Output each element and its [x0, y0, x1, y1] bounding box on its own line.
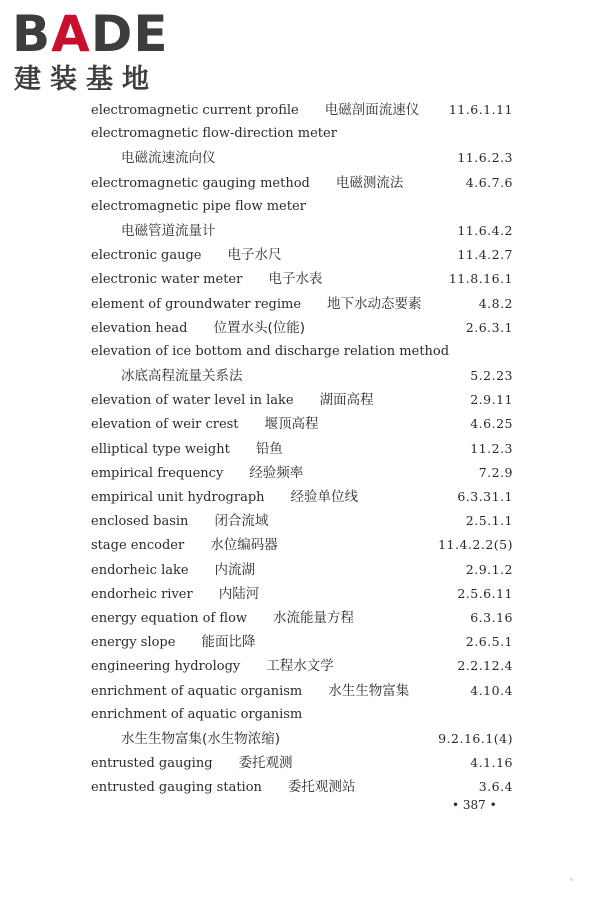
entry-chinese-term: 水位编码器	[210, 537, 278, 554]
entry-section-number: 7.2.9	[478, 464, 513, 480]
glossary-entry	[91, 679, 513, 703]
entry-section-number: 11.8.16.1	[448, 271, 513, 287]
glossary-entry	[91, 146, 513, 170]
entry-chinese-term: 委托观测站	[287, 779, 356, 796]
glossary-entry	[91, 582, 513, 606]
glossary-entry	[91, 412, 513, 436]
entry-chinese-term: 电磁管道流量计	[121, 222, 216, 239]
entry-english-term: elevation of weir crest	[91, 417, 239, 433]
glossary-entry	[91, 751, 513, 775]
entry-chinese-term: 堰顶高程	[264, 416, 319, 433]
page-number: • 387 •	[452, 798, 497, 812]
entry-english-term: endorheic river	[91, 586, 193, 602]
glossary-entry	[91, 98, 513, 122]
entry-section-number: 4.6.7.6	[465, 174, 513, 190]
glossary-entry	[91, 509, 513, 533]
entry-chinese-term: 内陆河	[218, 585, 260, 602]
scan-speck	[570, 878, 573, 881]
glossary-entry	[91, 364, 513, 388]
entry-section-number: 3.6.4	[478, 779, 513, 795]
entry-chinese-term: 工程水文学	[266, 658, 334, 675]
entry-english-term: endorheic lake	[91, 562, 189, 578]
logo-letter-b: B	[12, 5, 52, 63]
entry-english-term: enrichment of aquatic organism	[91, 706, 303, 722]
entry-english-term: engineering hydrology	[91, 659, 241, 675]
entry-english-term: enclosed basin	[91, 514, 189, 530]
glossary-entry	[91, 267, 513, 291]
entry-english-term: electromagnetic current profile	[91, 103, 299, 118]
entry-chinese-term: 湖面高程	[319, 392, 374, 409]
entry-english-term: elliptical type weight	[91, 441, 230, 457]
entry-english-term: electronic gauge	[91, 248, 202, 264]
logo-letters-de: DE	[90, 5, 169, 63]
entry-section-number: 4.10.4	[470, 682, 513, 698]
entry-english-term: electromagnetic gauging method	[91, 175, 310, 191]
glossary-entry	[91, 630, 513, 654]
entry-chinese-term: 位置水头(位能)	[213, 319, 306, 336]
entry-section-number: 11.4.2.2(5)	[438, 537, 513, 553]
glossary-entry	[91, 654, 513, 678]
glossary-entry	[91, 316, 513, 340]
entry-chinese-term: 电子水尺	[227, 247, 282, 264]
glossary-entry	[91, 727, 513, 751]
entry-section-number: 11.6.4.2	[457, 222, 513, 238]
entry-section-number: 2.5.1.1	[465, 513, 513, 529]
entry-english-term: elevation of ice bottom and discharge relation method	[91, 343, 450, 359]
glossary-entry	[91, 533, 513, 557]
glossary-entry	[91, 461, 513, 485]
entry-english-term: entrusted gauging	[91, 756, 213, 772]
entry-chinese-term: 冰底高程流量关系法	[121, 368, 243, 385]
entry-english-term: electromagnetic flow-direction meter	[91, 126, 337, 142]
entry-english-term: enrichment of aquatic organism	[91, 683, 303, 699]
entry-english-term: empirical unit hydrograph	[91, 490, 265, 505]
entry-section-number: 2.5.6.11	[457, 585, 513, 601]
entry-english-term: energy equation of flow	[91, 610, 248, 626]
logo-subtitle: 建装基地	[14, 64, 158, 95]
logo-wordmark	[12, 6, 169, 62]
entry-english-term: electronic water meter	[91, 272, 243, 288]
entry-section-number: 11.4.2.7	[457, 247, 513, 263]
entry-chinese-term: 电磁剖面流速仪	[324, 102, 420, 118]
entry-section-number: 2.6.5.1	[465, 634, 513, 650]
glossary-entry	[91, 437, 513, 461]
glossary-entry	[91, 171, 513, 195]
entry-english-term: empirical frequency	[91, 465, 224, 481]
entry-section-number: 2.6.3.1	[465, 319, 513, 335]
entry-english-term: entrusted gauging station	[91, 780, 262, 796]
entry-section-number: 9.2.16.1(4)	[438, 730, 513, 746]
entry-section-number: 2.9.11	[470, 392, 513, 408]
entry-chinese-term: 经验频率	[249, 464, 304, 481]
entry-english-term: electromagnetic pipe flow meter	[91, 198, 306, 214]
entry-chinese-term: 电子水表	[268, 271, 323, 288]
glossary-entry	[91, 558, 513, 582]
glossary-entry	[91, 388, 513, 412]
entry-english-term: stage encoder	[91, 538, 185, 554]
glossary-entry	[91, 195, 513, 219]
glossary-entry	[91, 606, 513, 630]
glossary-entry	[91, 243, 513, 267]
entry-section-number: 5.2.23	[470, 368, 513, 384]
entry-chinese-term: 能面比降	[201, 634, 256, 651]
entry-english-term: elevation head	[91, 320, 188, 336]
entry-chinese-term: 内流湖	[214, 561, 256, 578]
entry-chinese-term: 水流能量方程	[273, 609, 355, 626]
entry-english-term: energy slope	[91, 635, 176, 651]
glossary-entry	[91, 485, 513, 509]
entry-chinese-term: 铅鱼	[255, 440, 283, 457]
entry-section-number: 11.6.1.11	[448, 102, 513, 117]
glossary-entry	[91, 219, 513, 243]
glossary-index-list	[91, 98, 513, 799]
glossary-entry	[91, 775, 513, 799]
entry-chinese-term: 委托观测	[238, 755, 293, 772]
entry-section-number: 11.6.2.3	[457, 150, 513, 166]
glossary-entry	[91, 292, 513, 316]
entry-chinese-term: 地下水动态要素	[327, 295, 422, 312]
glossary-entry	[91, 122, 513, 146]
entry-section-number: 6.3.31.1	[457, 489, 513, 504]
logo-letter-a: A	[51, 5, 91, 63]
entry-section-number: 2.2.12.4	[457, 658, 513, 674]
entry-english-term: element of groundwater regime	[91, 296, 302, 312]
entry-section-number: 6.3.16	[470, 609, 513, 625]
entry-section-number: 4.6.25	[470, 416, 513, 432]
entry-chinese-term: 水生生物富集(水生物浓缩)	[121, 730, 281, 747]
entry-section-number: 4.8.2	[478, 295, 513, 311]
entry-section-number: 2.9.1.2	[465, 561, 513, 577]
glossary-entry	[91, 340, 513, 364]
entry-chinese-term: 水生生物富集	[328, 682, 410, 699]
entry-section-number: 11.2.3	[470, 440, 513, 456]
entry-chinese-term: 经验单位线	[290, 489, 359, 505]
entry-chinese-term: 闭合流域	[214, 513, 269, 530]
brand-logo	[12, 6, 182, 96]
entry-section-number: 4.1.16	[470, 755, 513, 771]
entry-chinese-term: 电磁测流法	[335, 174, 404, 191]
entry-english-term: elevation of water level in lake	[91, 393, 294, 409]
entry-chinese-term: 电磁流速流向仪	[121, 150, 216, 167]
glossary-entry	[91, 703, 513, 727]
